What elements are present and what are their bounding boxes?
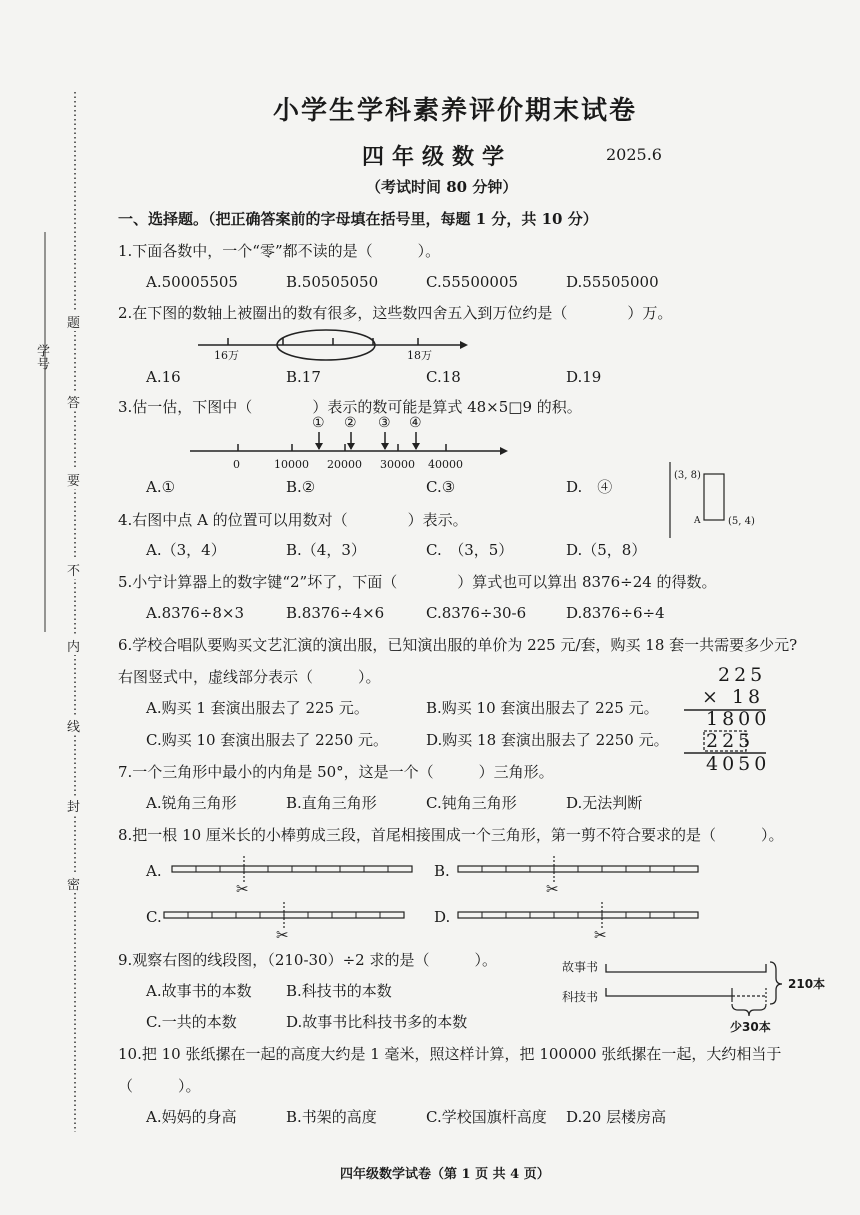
q2-option-c: C.18 bbox=[426, 368, 461, 386]
q3-marker-2: ② bbox=[344, 415, 357, 431]
q6-calc-result: 4050 bbox=[706, 753, 771, 775]
section-heading: 一、选择题。（把正确答案前的字母填在括号里，每题 1 分，共 10 分） bbox=[118, 210, 598, 228]
q3-marker-3: ③ bbox=[378, 415, 391, 431]
q6-option-a: A.购买 1 套演出服去了 225 元。 bbox=[146, 699, 369, 717]
q9-storybook-label: 故事书 bbox=[562, 960, 599, 974]
q1-option-a: A.50005505 bbox=[146, 273, 238, 291]
q8-label-d: D. bbox=[434, 908, 451, 926]
q4-option-d: D.（5，8） bbox=[566, 541, 647, 559]
scissors-icon: ✂ bbox=[546, 880, 559, 898]
q9-option-c: C.一共的本数 bbox=[146, 1013, 237, 1031]
q5-option-b: B.8376÷4×6 bbox=[286, 604, 385, 622]
q1-option-c: C.55500005 bbox=[426, 273, 519, 291]
q9-science-label: 科技书 bbox=[562, 990, 599, 1004]
q2-option-a: A.16 bbox=[146, 368, 181, 386]
margin-char-feng: 封 bbox=[67, 796, 80, 815]
q1-text: 1.下面各数中，一个“零”都不读的是（ ）。 bbox=[118, 242, 441, 260]
margin-char-nei: 内 bbox=[67, 636, 80, 655]
q3-option-b: B.② bbox=[286, 478, 316, 496]
q2-text: 2.在下图的数轴上被圈出的数有很多，这些数四舍五入到万位约是（ ）万。 bbox=[118, 304, 673, 322]
q6-text: 6.学校合唱队要购买文艺汇演的演出服，已知演出服的单价为 225 元/套，购买 18 套一共需要多少元? bbox=[118, 636, 798, 654]
margin-char-mi: 密 bbox=[67, 874, 80, 893]
q9-option-d: D.故事书比科技书多的本数 bbox=[286, 1013, 468, 1031]
dotted-cut-line bbox=[74, 92, 78, 1132]
q5-option-c: C.8376÷30-6 bbox=[426, 604, 527, 622]
q1-option-d: D.55505000 bbox=[566, 273, 659, 291]
q6-text2: 右图竖式中，虚线部分表示（ ）。 bbox=[118, 668, 381, 686]
scissors-icon: ✂ bbox=[236, 880, 249, 898]
student-id-label: 学号 bbox=[34, 344, 49, 370]
exam-time: （考试时间 80 分钟） bbox=[366, 178, 518, 196]
q2-axis-16: 16万 bbox=[214, 349, 239, 362]
q3-axis-10000: 10000 bbox=[274, 458, 309, 471]
q8-text: 8.把一根 10 厘米长的小棒剪成三段，首尾相接围成一个三角形，第一剪不符合要求的是（ ）。 bbox=[118, 826, 784, 844]
q3-option-d: D. ④ bbox=[566, 478, 613, 496]
margin-char-bu: 不 bbox=[67, 560, 80, 579]
q10-option-c: C.学校国旗杆高度 bbox=[426, 1108, 547, 1126]
q8-label-b: B. bbox=[434, 862, 450, 880]
q4-point-38: (3, 8) bbox=[674, 470, 701, 481]
q6-calc-partial2: 225 bbox=[706, 730, 755, 752]
q3-option-c: C.③ bbox=[426, 478, 456, 496]
q6-option-c: C.购买 10 套演出服去了 2250 元。 bbox=[146, 731, 389, 749]
q6-calc-multiplicand: 225 bbox=[718, 664, 767, 686]
q6-calc-multiplier: × 18 bbox=[702, 686, 765, 708]
q3-marker-4: ④ bbox=[409, 415, 422, 431]
q5-text: 5.小宁计算器上的数字键“2”坏了，下面（ ）算式也可以算出 8376÷24 的得数。 bbox=[118, 573, 717, 591]
q3-axis-0: 0 bbox=[233, 458, 240, 471]
q10-option-a: A.妈妈的身高 bbox=[146, 1108, 237, 1126]
q7-option-a: A.锐角三角形 bbox=[146, 794, 237, 812]
scissors-icon: ✂ bbox=[594, 926, 607, 944]
q8-stick-b bbox=[456, 856, 706, 896]
exam-date: 2025.6 bbox=[606, 145, 662, 164]
q9-segment-diagram bbox=[604, 958, 814, 1028]
q8-label-c: C. bbox=[146, 908, 162, 926]
q7-option-c: C.钝角三角形 bbox=[426, 794, 517, 812]
q7-option-d: D.无法判断 bbox=[566, 794, 643, 812]
q10-option-b: B.书架的高度 bbox=[286, 1108, 377, 1126]
q1-option-b: B.50505050 bbox=[286, 273, 379, 291]
q4-point-54: (5, 4) bbox=[728, 516, 755, 527]
q10-text: 10.把 10 张纸摞在一起的高度大约是 1 毫米，照这样计算，把 100000 张纸摞在一起，大约相当于 bbox=[118, 1045, 782, 1063]
page-footer: 四年级数学试卷（第 1 页 共 4 页） bbox=[340, 1167, 550, 1182]
margin-char-ti: 题 bbox=[67, 312, 80, 331]
q6-option-d: D.购买 18 套演出服去了 2250 元。 bbox=[426, 731, 669, 749]
q4-text: 4.右图中点 A 的位置可以用数对（ ）表示。 bbox=[118, 511, 468, 529]
student-id-line bbox=[44, 232, 48, 632]
q9-option-b: B.科技书的本数 bbox=[286, 982, 392, 1000]
q2-option-d: D.19 bbox=[566, 368, 602, 386]
q6-option-b: B.购买 10 套演出服去了 225 元。 bbox=[426, 699, 659, 717]
q3-text: 3.估一估，下图中（ ）表示的数可能是算式 48×5□9 的积。 bbox=[118, 398, 582, 416]
q8-stick-c bbox=[162, 902, 412, 942]
q3-option-a: A.① bbox=[146, 478, 176, 496]
q8-stick-d bbox=[456, 902, 706, 942]
q7-text: 7.一个三角形中最小的内角是 50°，这是一个（ ）三角形。 bbox=[118, 763, 554, 781]
q3-axis-40000: 40000 bbox=[428, 458, 463, 471]
q3-axis-30000: 30000 bbox=[380, 458, 415, 471]
q8-label-a: A. bbox=[146, 862, 162, 880]
q2-option-b: B.17 bbox=[286, 368, 321, 386]
q5-option-d: D.8376÷6÷4 bbox=[566, 604, 665, 622]
scissors-icon: ✂ bbox=[276, 926, 289, 944]
q10-option-d: D.20 层楼房高 bbox=[566, 1108, 667, 1126]
q8-stick-a bbox=[170, 856, 420, 896]
q5-option-a: A.8376÷8×3 bbox=[146, 604, 244, 622]
q3-axis-20000: 20000 bbox=[327, 458, 362, 471]
q4-option-c: C. （3，5） bbox=[426, 541, 514, 559]
q9-option-a: A.故事书的本数 bbox=[146, 982, 252, 1000]
q10-text2: （ ）。 bbox=[118, 1077, 201, 1095]
margin-char-da: 答 bbox=[67, 392, 80, 411]
q9-text: 9.观察右图的线段图，（210-30）÷2 求的是（ ）。 bbox=[118, 951, 497, 969]
q7-option-b: B.直角三角形 bbox=[286, 794, 377, 812]
q9-total-label: 210本 bbox=[788, 977, 826, 991]
q4-point-a: A bbox=[694, 516, 701, 526]
q4-option-a: A.（3，4） bbox=[146, 541, 226, 559]
margin-char-xian: 线 bbox=[67, 716, 80, 735]
q3-marker-1: ① bbox=[312, 415, 325, 431]
q9-less-label: 少30本 bbox=[730, 1020, 771, 1034]
exam-subtitle: 四年级数学 bbox=[362, 144, 513, 170]
q4-option-b: B.（4，3） bbox=[286, 541, 366, 559]
exam-title: 小学生学科素养评价期末试卷 bbox=[273, 96, 638, 126]
q2-axis-18: 18万 bbox=[407, 349, 432, 362]
margin-char-yao: 要 bbox=[67, 470, 80, 489]
q6-calc-partial1: 1800 bbox=[706, 708, 771, 730]
